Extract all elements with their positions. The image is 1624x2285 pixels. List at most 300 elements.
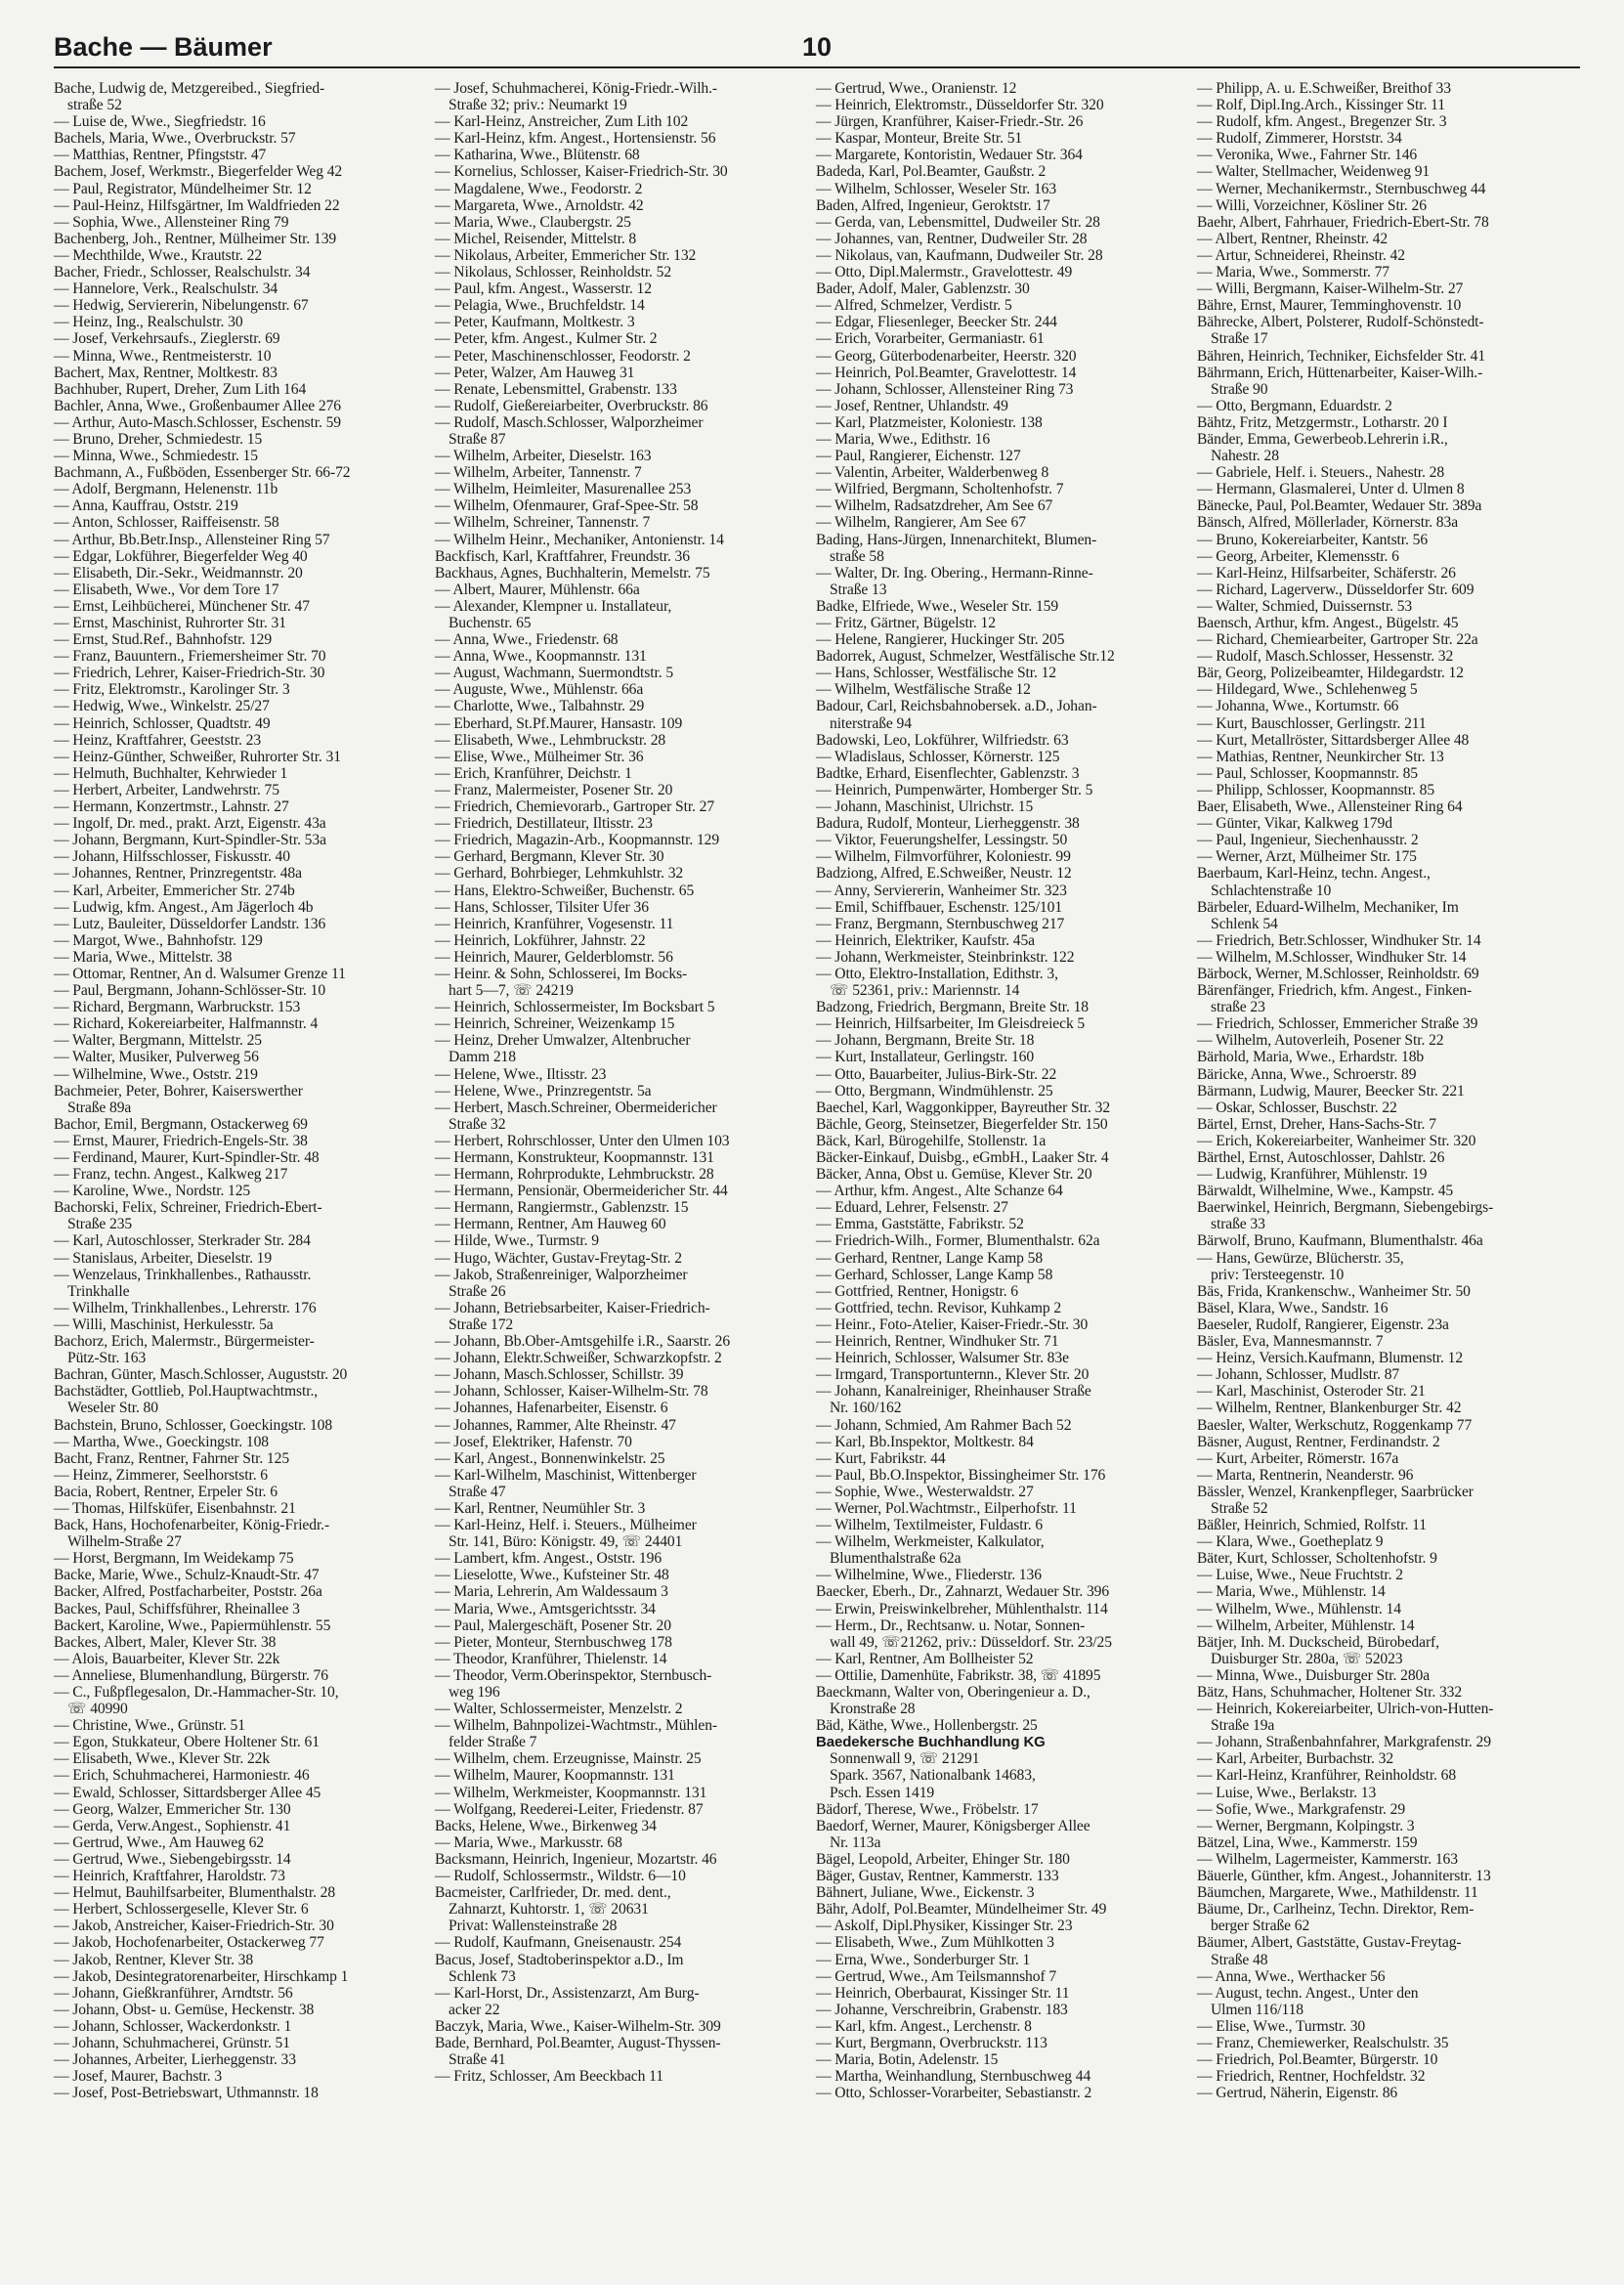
directory-entry-line: — Willi, Bergmann, Kaiser-Wilhelm-Str. 27: [1197, 280, 1464, 298]
column-2: [435, 80, 816, 2269]
directory-entry-line: Bachhuber, Rupert, Dreher, Zum Lith 164: [54, 380, 307, 398]
directory-entry-line: — Philipp, Schlosser, Koopmannstr. 85: [1197, 781, 1435, 798]
directory-entry-line: — Karl-Horst, Dr., Assistenzarzt, Am Burg-: [435, 1984, 700, 2002]
directory-entry-line: — Ludwig, Kranführer, Mühlenstr. 19: [1197, 1166, 1428, 1184]
directory-entry-line: — Wilhelm, Werkmeister, Kalkulator,: [816, 1533, 1045, 1551]
directory-entry-line: — Willi, Maschinist, Herkulesstr. 5a: [54, 1315, 274, 1333]
directory-entry-line: — Erich, Kranführer, Deichstr. 1: [435, 764, 632, 782]
directory-entry-line: — Johann, Schuhmacherei, Grünstr. 51: [54, 2034, 290, 2051]
directory-entry-line: — C., Fußpflegesalon, Dr.-Hammacher-Str. 10,: [54, 1684, 339, 1701]
directory-entry-line: — Paul, Bergmann, Johann-Schlösser-Str. 10: [54, 982, 326, 1000]
directory-entry-line: — Gertrud, Näherin, Eigenstr. 86: [1197, 2085, 1398, 2102]
directory-entry-line: — Wilhelm, Textilmeister, Fuldastr. 6: [816, 1517, 1044, 1534]
directory-entry-line: — Karoline, Wwe., Nordstr. 125: [54, 1183, 251, 1200]
directory-entry-line: — Wilhelm, Werkmeister, Koopmannstr. 131: [435, 1784, 707, 1801]
directory-entry-line: — Josef, Rentner, Uhlandstr. 49: [816, 397, 1008, 414]
directory-entry-line: — Edgar, Lokführer, Biegerfelder Weg 40: [54, 547, 308, 565]
directory-entry-line: — Wilhelmine, Wwe., Fliederstr. 136: [816, 1567, 1042, 1584]
directory-entry-line: — Emma, Gaststätte, Fabrikstr. 52: [816, 1216, 1024, 1233]
directory-entry-line: Straße 87: [449, 430, 506, 448]
directory-entry-line: Badzong, Friedrich, Bergmann, Breite Str. 18: [816, 999, 1089, 1016]
directory-entry-line: — Erna, Wwe., Sonderburger Str. 1: [816, 1951, 1031, 1968]
directory-entry-line: Schlenk 54: [1211, 915, 1278, 932]
directory-entry-line: — Kurt, Metallröster, Sittardsberger Allee 48: [1197, 731, 1470, 749]
directory-entry-line: Backfisch, Karl, Kraftfahrer, Freundstr. 36: [435, 547, 690, 565]
directory-entry-line: — Christine, Wwe., Grünstr. 51: [54, 1717, 245, 1735]
directory-entry-line: — Otto, Schlosser-Vorarbeiter, Sebastianstr. 2: [816, 2085, 1092, 2102]
directory-entry-line: — Wilhelm, Maurer, Koopmannstr. 131: [435, 1767, 675, 1785]
directory-entry-line: — Arthur, Auto-Masch.Schlosser, Eschenstr. 59: [54, 413, 341, 431]
directory-entry-line: Nahestr. 28: [1211, 448, 1279, 465]
directory-entry-line: — Ottomar, Rentner, An d. Walsumer Grenze 11: [54, 965, 346, 982]
directory-entry-line: — Johann, Kanalreiniger, Rheinhauser Straße: [816, 1383, 1091, 1401]
directory-entry-line: Duisburger Str. 280a, ☏ 52023: [1211, 1650, 1403, 1667]
directory-entry-line: Baeseler, Rudolf, Rangierer, Eigenstr. 23a: [1197, 1315, 1449, 1333]
directory-entry-line: — Richard, Lagerverw., Düsseldorfer Str. 609: [1197, 581, 1474, 598]
directory-entry-line: — Heinrich, Maurer, Gelderblomstr. 56: [435, 948, 673, 966]
directory-entry-line: Kronstraße 28: [830, 1701, 916, 1718]
directory-entry-line: — Heinrich, Pol.Beamter, Gravelottestr. 14: [816, 364, 1077, 381]
directory-entry-line: — Johann, Schlosser, Allensteiner Ring 73: [816, 380, 1074, 398]
directory-entry-line: — Richard, Chemiearbeiter, Gartroper Str. 22a: [1197, 631, 1478, 649]
directory-entry-line: — August, techn. Angest., Unter den: [1197, 1984, 1419, 2002]
directory-entry-line: — Elisabeth, Dir.-Sekr., Weidmannstr. 20: [54, 564, 303, 582]
directory-entry-line: Backs, Helene, Wwe., Birkenweg 34: [435, 1817, 657, 1834]
directory-entry-line: Bachorski, Felix, Schreiner, Friedrich-Ebert-: [54, 1199, 322, 1217]
directory-entry-line: Bäd, Käthe, Wwe., Hollenbergstr. 25: [816, 1717, 1038, 1735]
directory-entry-line: — Alois, Bauarbeiter, Klever Str. 22k: [54, 1650, 280, 1667]
directory-entry-line: Straße 32: [449, 1115, 506, 1133]
directory-entry-line: Straße 48: [1211, 1951, 1268, 1968]
directory-entry-line: — Paul-Heinz, Hilfsgärtner, Im Waldfrieden 22: [54, 196, 340, 214]
directory-entry-line: Bäßler, Heinrich, Schmied, Rolfstr. 11: [1197, 1517, 1427, 1534]
directory-entry-line: — Franz, techn. Angest., Kalkweg 217: [54, 1166, 288, 1184]
directory-entry-line: Bäck, Karl, Bürogehilfe, Stollenstr. 1a: [816, 1132, 1047, 1149]
directory-entry-line: Baerbaum, Karl-Heinz, techn. Angest.,: [1197, 865, 1431, 883]
directory-entry-line: — Hans, Schlosser, Tilsiter Ufer 36: [435, 898, 649, 916]
directory-entry-line: Straße 19a: [1211, 1717, 1275, 1735]
directory-entry-line: — Elisabeth, Wwe., Vor dem Tore 17: [54, 581, 279, 598]
directory-entry-line: — Auguste, Wwe., Mühlenstr. 66a: [435, 681, 644, 699]
directory-entry-line: — Johann, Maschinist, Ulrichstr. 15: [816, 798, 1034, 816]
directory-entry-line: Bachler, Anna, Wwe., Großenbaumer Allee 276: [54, 397, 342, 414]
directory-entry-line: — Friedrich, Magazin-Arb., Koopmannstr. 129: [435, 832, 720, 849]
column-4: [1197, 80, 1578, 2269]
directory-entry-line: Bätjer, Inh. M. Duckscheid, Bürobedarf,: [1197, 1633, 1439, 1651]
directory-entry-line: — Heinz, Dreher Umwalzer, Altenbrucher: [435, 1032, 691, 1050]
directory-entry-line: — Rolf, Dipl.Ing.Arch., Kissinger Str. 11: [1197, 97, 1445, 114]
directory-entry-line: — Kurt, Bergmann, Overbruckstr. 113: [816, 2034, 1047, 2051]
directory-entry-line: — Gertrud, Wwe., Am Teilsmannshof 7: [816, 1967, 1057, 1985]
directory-entry-line: — Rudolf, Masch.Schlosser, Walporzheimer: [435, 413, 704, 431]
directory-entry-line: — Wilhelm Heinr., Mechaniker, Antonienstr. 14: [435, 531, 724, 548]
directory-entry-line: — Anna, Kauffrau, Oststr. 219: [54, 497, 238, 515]
directory-entry-line: — Hans, Schlosser, Westfälische Str. 12: [816, 665, 1057, 682]
directory-entry-line: — Philipp, A. u. E.Schweißer, Breithof 33: [1197, 80, 1451, 97]
directory-entry-line: Straße 90: [1211, 380, 1268, 398]
directory-entry-line: — Ewald, Schlosser, Sittardsberger Allee 45: [54, 1784, 321, 1801]
directory-entry-line: Bäuerle, Günther, kfm. Angest., Johanniterstr. 13: [1197, 1868, 1491, 1885]
directory-entry-line: — Kurt, Installateur, Gerlingstr. 160: [816, 1049, 1035, 1066]
directory-entry-line: — Johann, Elektr.Schweißer, Schwarzkopfstr. 2: [435, 1350, 722, 1367]
directory-entry-line: — Werner, Arzt, Mülheimer Str. 175: [1197, 848, 1417, 866]
directory-entry-line: — Hermann, Konzertmstr., Lahnstr. 27: [54, 798, 289, 816]
directory-entry-line: — Ernst, Maschinist, Ruhrorter Str. 31: [54, 615, 286, 631]
directory-entry-line: Badorrek, August, Schmelzer, Westfälische Str.12: [816, 648, 1115, 666]
directory-entry-line: — Erich, Vorarbeiter, Germaniastr. 61: [816, 330, 1045, 348]
directory-entry-line: — Gerhard, Schlosser, Lange Kamp 58: [816, 1266, 1053, 1283]
directory-entry-line: — Gottfried, Rentner, Honigstr. 6: [816, 1282, 1018, 1300]
directory-entry-line: Baer, Elisabeth, Wwe., Allensteiner Ring 64: [1197, 798, 1463, 816]
directory-entry-line: — Helene, Wwe., Iltisstr. 23: [435, 1065, 607, 1083]
directory-entry-line: — Georg, Walzer, Emmericher Str. 130: [54, 1800, 291, 1818]
directory-entry-line: — Jürgen, Kranführer, Kaiser-Friedr.-Str. 26: [816, 113, 1084, 131]
directory-entry-line: — Friedrich, Lehrer, Kaiser-Friedrich-Str. 30: [54, 665, 325, 682]
directory-entry-line: straße 58: [830, 547, 884, 565]
directory-entry-line: — Peter, Kaufmann, Moltkestr. 3: [435, 314, 635, 331]
directory-entry-line: — Fritz, Elektromstr., Karolinger Str. 3: [54, 681, 290, 699]
directory-entry-line: Bacus, Josef, Stadtoberinspektor a.D., Im: [435, 1951, 684, 1968]
directory-entry-line: Baden, Alfred, Ingenieur, Geroktstr. 17: [816, 196, 1050, 214]
directory-entry-line: — Josef, Schuhmacherei, König-Friedr.-Wilh.-: [435, 80, 718, 97]
directory-entry-line: Baeckmann, Walter von, Oberingenieur a. D.,: [816, 1684, 1090, 1701]
directory-entry-line: Badziong, Alfred, E.Schweißer, Neustr. 12: [816, 865, 1072, 883]
directory-entry-line: — Valentin, Arbeiter, Walderbenweg 8: [816, 464, 1049, 482]
directory-entry-line: — Wilhelm, Filmvorführer, Koloniestr. 99: [816, 848, 1071, 866]
directory-entry-line: — Minna, Wwe., Rentmeisterstr. 10: [54, 347, 272, 365]
directory-entry-line: Str. 141, Büro: Königstr. 49, ☏ 24401: [449, 1533, 683, 1551]
directory-entry-line: — Katharina, Wwe., Blütenstr. 68: [435, 147, 640, 164]
directory-entry-line: — Anna, Wwe., Koopmannstr. 131: [435, 648, 647, 666]
directory-entry-line: — Sofie, Wwe., Markgrafenstr. 29: [1197, 1800, 1406, 1818]
directory-entry-line: — Maria, Wwe., Markusstr. 68: [435, 1833, 622, 1851]
directory-entry-line: — Ferdinand, Maurer, Kurt-Spindler-Str. 48: [54, 1149, 320, 1166]
directory-entry-line: — Johann, Schlosser, Wackerdonkstr. 1: [54, 2017, 292, 2035]
directory-entry-line: — Maria, Wwe., Mühlenstr. 14: [1197, 1583, 1386, 1601]
directory-entry-line: — Richard, Kokereiarbeiter, Halfmannstr. 4: [54, 1015, 319, 1033]
directory-entry-line: — Wilhelm, Westfälische Straße 12: [816, 681, 1031, 699]
directory-entry-line: — Paul, Bb.O.Inspektor, Bissingheimer Str. 176: [816, 1466, 1106, 1484]
directory-entry-line: — Kornelius, Schlosser, Kaiser-Friedrich-Str. 30: [435, 163, 728, 181]
directory-entry-line: — Jakob, Anstreicher, Kaiser-Friedrich-Str. 30: [54, 1918, 334, 1935]
directory-entry-line: — Oskar, Schlosser, Buschstr. 22: [1197, 1099, 1397, 1116]
directory-entry-line: — Franz, Chemiewerker, Realschulstr. 35: [1197, 2034, 1449, 2051]
directory-entry-line: — Lieselotte, Wwe., Kufsteiner Str. 48: [435, 1567, 669, 1584]
directory-entry-line: Straße 32; priv.: Neumarkt 19: [449, 97, 627, 114]
directory-entry-line: — Hedwig, Wwe., Winkelstr. 25/27: [54, 698, 270, 715]
directory-entry-line: — Heinrich, Schlosser, Quadtstr. 49: [54, 714, 271, 732]
directory-entry-line: Ulmen 116/118: [1211, 2001, 1303, 2018]
directory-entry-line: — Elisabeth, Wwe., Klever Str. 22k: [54, 1750, 271, 1768]
directory-entry-line: — Sophia, Wwe., Allensteiner Ring 79: [54, 213, 289, 231]
directory-entry-line: — Walter, Dr. Ing. Obering., Hermann-Rinne-: [816, 564, 1093, 582]
directory-entry-line: — Franz, Malermeister, Posener Str. 20: [435, 781, 673, 798]
directory-entry-line: — Walter, Stellmacher, Weidenweg 91: [1197, 163, 1431, 181]
directory-entry-line: Damm 218: [449, 1049, 516, 1066]
directory-entry-line: Trinkhalle: [67, 1282, 130, 1300]
directory-entry-line: — Karl-Wilhelm, Maschinist, Wittenberger: [435, 1466, 697, 1484]
directory-entry-line: — Jakob, Straßenreiniger, Walporzheimer: [435, 1266, 688, 1283]
directory-entry-line: — Fritz, Schlosser, Am Beeckbach 11: [435, 2068, 663, 2086]
directory-entry-line: — Wilhelm, Radsatzdreher, Am See 67: [816, 497, 1053, 515]
directory-entry-line: — Johann, Schmied, Am Rahmer Bach 52: [816, 1416, 1072, 1434]
directory-entry-line: — Paul, Malergeschäft, Posener Str. 20: [435, 1617, 671, 1634]
directory-entry-line: Wilhelm-Straße 27: [67, 1533, 182, 1551]
directory-entry-line: — Johann, Werkmeister, Steinbrinkstr. 122: [816, 948, 1075, 966]
directory-entry-line: — Friedrich, Pol.Beamter, Bürgerstr. 10: [1197, 2051, 1438, 2069]
directory-entry-line: — Karl, Platzmeister, Koloniestr. 138: [816, 413, 1043, 431]
directory-entry-line: — Wilhelm, Heimleiter, Masurenallee 253: [435, 481, 692, 498]
directory-entry-line: — Johannes, Rammer, Alte Rheinstr. 47: [435, 1416, 676, 1434]
directory-entry-line: — Josef, Maurer, Bachstr. 3: [54, 2068, 223, 2086]
directory-entry-line: — Heinr. & Sohn, Schlosserei, Im Bocks-: [435, 965, 688, 982]
directory-entry-line: — Johann, Bb.Ober-Amtsgehilfe i.R., Saarstr. 26: [435, 1333, 731, 1351]
directory-entry-line: Bähren, Heinrich, Techniker, Eichsfelder Str. 41: [1197, 347, 1486, 365]
directory-entry-line: — Albert, Maurer, Mühlenstr. 66a: [435, 581, 640, 598]
running-head: Bache — Bäumer: [54, 32, 273, 62]
directory-entry-line: — Johann, Schlosser, Mudlstr. 87: [1197, 1366, 1400, 1384]
directory-entry-line: — Gerda, Verw.Angest., Sophienstr. 41: [54, 1817, 291, 1834]
directory-entry-line: — Heinz, Kraftfahrer, Geeststr. 23: [54, 731, 262, 749]
directory-entry-line: Bäsler, Eva, Mannesmannstr. 7: [1197, 1333, 1384, 1351]
directory-entry-line: — Kurt, Bauschlosser, Gerlingstr. 211: [1197, 714, 1427, 732]
directory-entry-line: — Magdalene, Wwe., Feodorstr. 2: [435, 180, 643, 197]
column-1: [54, 80, 435, 2269]
directory-entry-line: Bäumer, Albert, Gaststätte, Gustav-Freytag-: [1197, 1934, 1462, 1952]
directory-entry-line: Blumenthalstraße 62a: [830, 1550, 962, 1568]
directory-entry-line: — Rudolf, kfm. Angest., Bregenzer Str. 3: [1197, 113, 1447, 131]
directory-entry-line: — Karl-Heinz, Anstreicher, Zum Lith 102: [435, 113, 689, 131]
directory-entry-line: — Johann, Betriebsarbeiter, Kaiser-Friedrich-: [435, 1299, 710, 1316]
directory-entry-line: — Eberhard, St.Pf.Maurer, Hansastr. 109: [435, 714, 683, 732]
directory-entry-line: Zahnarzt, Kuhtorstr. 1, ☏ 20631: [449, 1901, 649, 1919]
directory-entry-line: — Heinrich, Lokführer, Jahnstr. 22: [435, 931, 646, 949]
directory-entry-line: — Friedrich, Rentner, Hochfeldstr. 32: [1197, 2068, 1426, 2086]
directory-entry-line: Bachstädter, Gottlieb, Pol.Hauptwachtmstr.,: [54, 1383, 319, 1401]
directory-entry-line: — Erich, Kokereiarbeiter, Wanheimer Str. 320: [1197, 1132, 1476, 1149]
directory-entry-line: — Erwin, Preiswinkelbreher, Mühlenthalstr. 114: [816, 1600, 1108, 1617]
directory-entry-line: — Johann, Masch.Schlosser, Schillstr. 39: [435, 1366, 684, 1384]
directory-entry-line: — Wilhelm, chem. Erzeugnisse, Mainstr. 25: [435, 1750, 702, 1768]
directory-entry-line: Bading, Hans-Jürgen, Innenarchitekt, Blumen-: [816, 531, 1097, 548]
directory-entry-line: — Askolf, Dipl.Physiker, Kissinger Str. 23: [816, 1918, 1073, 1935]
directory-entry-line: Baerwinkel, Heinrich, Bergmann, Siebengebirgs-: [1197, 1199, 1494, 1217]
directory-entry-line: — Alexander, Klempner u. Installateur,: [435, 597, 672, 615]
directory-entry-line: Weseler Str. 80: [67, 1400, 158, 1417]
directory-entry-line: — Kurt, Fabrikstr. 44: [816, 1449, 946, 1467]
directory-entry-line: berger Straße 62: [1211, 1918, 1310, 1935]
directory-entry-line: Bägel, Leopold, Arbeiter, Ehinger Str. 180: [816, 1850, 1070, 1868]
directory-entry-line: — Otto, Elektro-Installation, Edithstr. 3,: [816, 965, 1058, 982]
directory-entry-line: — Wilhelm, M.Schlosser, Windhuker Str. 14: [1197, 948, 1467, 966]
directory-entry-line: priv: Tersteegenstr. 10: [1211, 1266, 1345, 1283]
directory-entry-line: — Franz, Bauuntern., Friemersheimer Str. 70: [54, 648, 326, 666]
directory-entry-line: Psch. Essen 1419: [830, 1784, 935, 1801]
directory-entry-line: — Herbert, Arbeiter, Landwehrstr. 75: [54, 781, 279, 798]
directory-entry-line: Backer, Alfred, Postfacharbeiter, Poststr. 26a: [54, 1583, 322, 1601]
directory-entry-line: — Arthur, kfm. Angest., Alte Schanze 64: [816, 1183, 1063, 1200]
directory-entry-line: — Ludwig, kfm. Angest., Am Jägerloch 4b: [54, 898, 314, 916]
directory-entry-line: — Hans, Gewürze, Blücherstr. 35,: [1197, 1249, 1404, 1267]
directory-entry-line: Baedorf, Werner, Maurer, Königsberger Allee: [816, 1817, 1090, 1834]
directory-entry-line: Baecker, Eberh., Dr., Zahnarzt, Wedauer Str. 396: [816, 1583, 1110, 1601]
directory-entry-line: Straße 13: [830, 581, 887, 598]
directory-entry-line: — Elise, Wwe., Turmstr. 30: [1197, 2017, 1366, 2035]
directory-entry-line: — Karl, Rentner, Am Bollheister 52: [816, 1650, 1034, 1667]
directory-entry-line: — Gertrud, Wwe., Oranienstr. 12: [816, 80, 1017, 97]
directory-entry-line: Badour, Carl, Reichsbahnobersek. a.D., Johan-: [816, 698, 1097, 715]
directory-entry-line: Badke, Elfriede, Wwe., Weseler Str. 159: [816, 597, 1059, 615]
directory-entry-line: Bärmann, Ludwig, Maurer, Beecker Str. 221: [1197, 1082, 1465, 1099]
directory-entry-line: — Otto, Bergmann, Eduardstr. 2: [1197, 397, 1392, 414]
directory-entry-line: Bähtz, Fritz, Metzgermstr., Lotharstr. 20 I: [1197, 413, 1448, 431]
directory-entry-line: — Karl, Rentner, Neumühler Str. 3: [435, 1499, 646, 1517]
directory-entry-line: Bäcker-Einkauf, Duisbg., eGmbH., Laaker Str. 4: [816, 1149, 1109, 1166]
directory-entry-line: Bänder, Emma, Gewerbeob.Lehrerin i.R.,: [1197, 430, 1448, 448]
directory-entry-line: — Kaspar, Monteur, Breite Str. 51: [816, 130, 1023, 148]
directory-entry-line: Bachem, Josef, Werkmstr., Biegerfelder Weg 42: [54, 163, 343, 181]
directory-entry-line: — Friedrich, Destillateur, Iltisstr. 23: [435, 815, 653, 833]
directory-entry-line: Straße 235: [67, 1216, 133, 1233]
directory-entry-line: felder Straße 7: [449, 1734, 537, 1751]
directory-entry-line: weg 196: [449, 1684, 500, 1701]
directory-entry-line: Straße 89a: [67, 1099, 132, 1116]
directory-entry-line: — Elisabeth, Wwe., Zum Mühlkotten 3: [816, 1934, 1054, 1952]
directory-entry-line: — Lutz, Bauleiter, Düsseldorfer Landstr. 136: [54, 915, 326, 932]
directory-entry-line: Backe, Marie, Wwe., Schulz-Knaudt-Str. 47: [54, 1567, 320, 1584]
directory-entry-line: — Wilhelm, Arbeiter, Mühlenstr. 14: [1197, 1617, 1415, 1634]
directory-entry-line: Bade, Bernhard, Pol.Beamter, August-Thyssen-: [435, 2034, 721, 2051]
directory-entry-line: — Werner, Bergmann, Kolpingstr. 3: [1197, 1817, 1415, 1834]
directory-entry-line: — Adolf, Bergmann, Helenenstr. 11b: [54, 481, 278, 498]
directory-entry-line: — Nikolaus, Schlosser, Reinholdstr. 52: [435, 264, 672, 281]
directory-entry-line: Baczyk, Maria, Wwe., Kaiser-Wilhelm-Str. 309: [435, 2017, 721, 2035]
directory-entry-line: — Maria, Lehrerin, Am Waldessaum 3: [435, 1583, 668, 1601]
directory-entry-line: — Margareta, Wwe., Arnoldstr. 42: [435, 196, 644, 214]
directory-entry-line: Bärbeler, Eduard-Wilhelm, Mechaniker, Im: [1197, 898, 1459, 916]
directory-entry-line: — Wenzelaus, Trinkhallenbes., Rathausstr.: [54, 1266, 312, 1283]
directory-entry-line: Bachmeier, Peter, Bohrer, Kaiserswerther: [54, 1082, 303, 1099]
directory-entry-line: Bähre, Ernst, Maurer, Temminghovenstr. 10: [1197, 297, 1462, 315]
directory-entry-line: — Wilfried, Bergmann, Scholtenhofstr. 7: [816, 481, 1064, 498]
directory-entry-line: — Heinrich, Elektromstr., Düsseldorfer Str. 320: [816, 97, 1104, 114]
directory-entry-line: ☏ 40990: [67, 1701, 128, 1718]
directory-entry-line: — Johannes, van, Rentner, Dudweiler Str. 28: [816, 230, 1088, 247]
directory-entry-line: — Karl, Arbeiter, Emmericher Str. 274b: [54, 882, 295, 899]
directory-entry-line: — Wilhelm, Rangierer, Am See 67: [816, 514, 1026, 532]
directory-entry-line: — Wolfgang, Reederei-Leiter, Friedenstr. 87: [435, 1800, 704, 1818]
directory-entry-line: — Johann, Straßenbahnfahrer, Markgrafenstr. 29: [1197, 1734, 1491, 1751]
directory-entry-line: — Alfred, Schmelzer, Verdistr. 5: [816, 297, 1012, 315]
directory-entry-line: — Charlotte, Wwe., Talbahnstr. 29: [435, 698, 645, 715]
directory-entry-line: — Josef, Elektriker, Hafenstr. 70: [435, 1433, 632, 1450]
directory-entry-line: Badowski, Leo, Lokführer, Wilfriedstr. 63: [816, 731, 1069, 749]
directory-entry-line: Bädorf, Therese, Wwe., Fröbelstr. 17: [816, 1800, 1039, 1818]
directory-entry-line: — Minna, Wwe., Duisburger Str. 280a: [1197, 1666, 1431, 1684]
directory-entry-line: Straße 41: [449, 2051, 506, 2069]
directory-entry-line: — Heinrich, Oberbaurat, Kissinger Str. 11: [816, 1984, 1070, 2002]
directory-entry-line: — Peter, Maschinenschlosser, Feodorstr. 2: [435, 347, 691, 365]
directory-entry-line: Spark. 3567, Nationalbank 14683,: [830, 1767, 1036, 1785]
directory-entry-line: — Heinrich, Hilfsarbeiter, Im Gleisdreieck 5: [816, 1015, 1086, 1033]
directory-entry-line: — Elisabeth, Wwe., Lehmbruckstr. 28: [435, 731, 666, 749]
directory-entry-line: — Heinz, Ing., Realschulstr. 30: [54, 314, 243, 331]
directory-entry-line: — Karl, Autoschlosser, Sterkrader Str. 284: [54, 1232, 311, 1250]
directory-entry-line: — Hilde, Wwe., Turmstr. 9: [435, 1232, 599, 1250]
directory-entry-line: — Hermann, Rentner, Am Hauweg 60: [435, 1216, 666, 1233]
directory-entry-line: — Maria, Botin, Adelenstr. 15: [816, 2051, 999, 2069]
directory-entry-line: — Karl, Angest., Bonnenwinkelstr. 25: [435, 1449, 665, 1467]
directory-entry-line: Backhaus, Agnes, Buchhalterin, Memelstr. 75: [435, 564, 710, 582]
directory-entry-line: — Johann, Bergmann, Breite Str. 18: [816, 1032, 1035, 1050]
directory-entry-line: Bänecke, Paul, Pol.Beamter, Wedauer Str. 389a: [1197, 497, 1482, 515]
directory-entry-line: — Werner, Pol.Wachtmstr., Eilperhofstr. 11: [816, 1499, 1077, 1517]
directory-entry-line: — Luise, Wwe., Berlakstr. 13: [1197, 1784, 1377, 1801]
directory-entry-line: Bäsner, August, Rentner, Ferdinandstr. 2: [1197, 1433, 1440, 1450]
directory-entry-line: Bachran, Günter, Masch.Schlosser, Auguststr. 20: [54, 1366, 348, 1384]
directory-entry-line: Bacia, Robert, Rentner, Erpeler Str. 6: [54, 1483, 278, 1500]
directory-entry-line: — Paul, Registrator, Mündelheimer Str. 12: [54, 180, 312, 197]
directory-entry-line: — Wilhelm, Arbeiter, Dieselstr. 163: [435, 448, 652, 465]
directory-entry-line: — Maria, Wwe., Claubergstr. 25: [435, 213, 631, 231]
directory-entry-line: — Heinrich, Schlosser, Walsumer Str. 83e: [816, 1350, 1069, 1367]
directory-entry-line: — Hermann, Glasmalerei, Unter d. Ulmen 8: [1197, 481, 1465, 498]
directory-entry-line: — Peter, Walzer, Am Hauweg 31: [435, 364, 635, 381]
directory-entry-line: — Werner, Mechanikermstr., Sternbuschweg 44: [1197, 180, 1486, 197]
directory-entry-line: Bachorz, Erich, Malermstr., Bürgermeister-: [54, 1333, 315, 1351]
directory-entry-line: Bäsel, Klara, Wwe., Sandstr. 16: [1197, 1299, 1389, 1316]
directory-entry-line: — Bruno, Dreher, Schmiedestr. 15: [54, 430, 263, 448]
directory-entry-line: — Rudolf, Zimmerer, Horststr. 34: [1197, 130, 1402, 148]
directory-entry-line: — Walter, Schmied, Duissernstr. 53: [1197, 597, 1413, 615]
directory-entry-line: — Rudolf, Kaufmann, Gneisenaustr. 254: [435, 1934, 682, 1952]
directory-entry-line: Bäter, Kurt, Schlosser, Scholtenhofstr. 9: [1197, 1550, 1437, 1568]
directory-entry-line: — Anny, Serviererin, Wanheimer Str. 323: [816, 882, 1067, 899]
directory-entry-line: — Bruno, Kokereiarbeiter, Kantstr. 56: [1197, 531, 1429, 548]
directory-entry-line: — Heinrich, Kokereiarbeiter, Ulrich-von-Hutten-: [1197, 1701, 1494, 1718]
directory-entry-line: — Edgar, Fliesenleger, Beecker Str. 244: [816, 314, 1057, 331]
directory-entry-line: Bäs, Frida, Krankenschw., Wanheimer Str. 50: [1197, 1282, 1471, 1300]
directory-entry-line: — Gerda, van, Lebensmittel, Dudweiler Str. 28: [816, 213, 1100, 231]
directory-entry-line: — Gerhard, Bergmann, Klever Str. 30: [435, 848, 664, 866]
directory-entry-line: — Wilhelm, Schreiner, Tannenstr. 7: [435, 514, 651, 532]
directory-entry-line: — Klara, Wwe., Goetheplatz 9: [1197, 1533, 1384, 1551]
directory-entry-line: — Hermann, Pensionär, Obermeidericher Str. 44: [435, 1183, 728, 1200]
directory-entry-line: Badeda, Karl, Pol.Beamter, Gaußstr. 2: [816, 163, 1047, 181]
directory-entry-line: — Peter, kfm. Angest., Kulmer Str. 2: [435, 330, 658, 348]
directory-entry-line: — Wilhelm, Rentner, Blankenburger Str. 42: [1197, 1400, 1462, 1417]
directory-entry-line: — Johann, Gießkranführer, Arndtstr. 56: [54, 1984, 293, 2002]
directory-entry-line: — August, Wachmann, Suermondtstr. 5: [435, 665, 674, 682]
directory-entry-line: — Lambert, kfm. Angest., Oststr. 196: [435, 1550, 662, 1568]
directory-entry-line: Bärwolf, Bruno, Kaufmann, Blumenthalstr. 46a: [1197, 1232, 1483, 1250]
directory-entry-line: — Paul, Rangierer, Eichenstr. 127: [816, 448, 1021, 465]
directory-entry-line: Schlenk 73: [449, 1967, 516, 1985]
directory-entry-line: — Paul, kfm. Angest., Wasserstr. 12: [435, 280, 652, 298]
directory-entry-line: Bäcker, Anna, Obst u. Gemüse, Klever Str. 20: [816, 1166, 1092, 1184]
directory-entry-line: — Nikolaus, van, Kaufmann, Dudweiler Str. 28: [816, 246, 1103, 264]
directory-entry-line: Straße 172: [449, 1315, 514, 1333]
directory-entry-line: — Stanislaus, Arbeiter, Dieselstr. 19: [54, 1249, 273, 1267]
directory-entry-line: — Wilhelmine, Wwe., Oststr. 219: [54, 1065, 258, 1083]
directory-entry-line: Bachenberg, Joh., Rentner, Mülheimer Str. 139: [54, 230, 337, 247]
directory-entry-line: — Horst, Bergmann, Im Weidekamp 75: [54, 1550, 294, 1568]
directory-entry-line: Bachels, Maria, Wwe., Overbruckstr. 57: [54, 130, 296, 148]
directory-entry-line: — Wilhelm, Schlosser, Weseler Str. 163: [816, 180, 1057, 197]
directory-entry-line: — Gerhard, Rentner, Lange Kamp 58: [816, 1249, 1044, 1267]
directory-entry-line: — Martha, Weinhandlung, Sternbuschweg 44: [816, 2068, 1091, 2086]
directory-entry-line: — Wladislaus, Schlosser, Körnerstr. 125: [816, 748, 1060, 765]
